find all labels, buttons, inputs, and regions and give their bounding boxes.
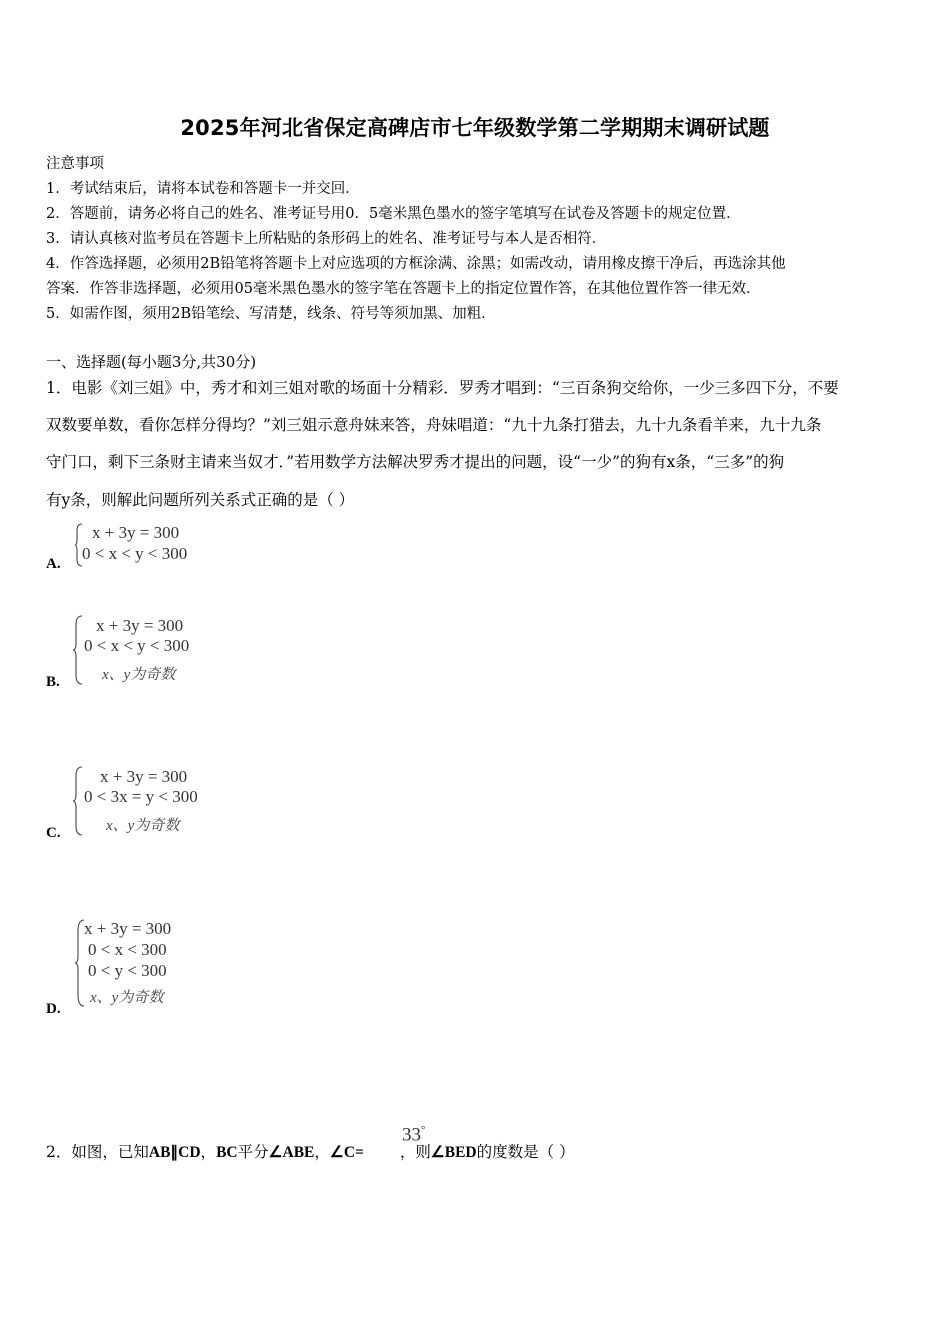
q1-line-3: 守门口，剩下三条财主请来当奴才．”若用数学方法解决罗秀才提出的问题，设“一少”的狗有x条，“三多”的狗	[46, 453, 785, 471]
q2-angle-c: ∠C=	[329, 1144, 364, 1161]
q2-bisects: 平分	[237, 1143, 269, 1161]
q2-angle-value: 33°	[402, 1124, 426, 1146]
q2-sep-2: ，	[314, 1143, 330, 1161]
q2-bc: BC	[216, 1144, 238, 1161]
option-a-label[interactable]: A.	[46, 556, 61, 572]
option-d-label[interactable]: D.	[46, 1001, 61, 1017]
notice-item-4-continued: 答案．作答非选择题，必须用05毫米黑色墨水的签字笔在答题卡上的指定位置作答，在其他位置作答一律无效．	[46, 281, 761, 297]
option-a-row-1: x + 3y = 300	[92, 523, 180, 542]
q1-line-1: 1．电影《刘三姐》中，秀才和刘三姐对歌的场面十分精彩．罗秀才唱到：“三百条狗交给你，一少三多四下分，不要	[46, 379, 839, 397]
left-brace-icon	[72, 766, 84, 836]
q2-prefix: 2．如图，已知	[46, 1143, 149, 1161]
option-b-row-1: x + 3y = 300	[96, 616, 184, 635]
notice-item-5: 5．如需作图，须用2B铅笔绘、写清楚，线条、符号等须加黑、加粗．	[46, 306, 496, 322]
q2-then: ，则	[399, 1143, 431, 1161]
degree-symbol: °	[421, 1124, 426, 1136]
notice-item-3: 3．请认真核对监考员在答题卡上所粘贴的条形码上的姓名、准考证号与本人是否相符．	[46, 231, 607, 247]
option-b-row-2: 0 < x < y < 300	[84, 636, 190, 655]
section-heading-choice: 一、选择题(每小题3分,共30分)	[46, 353, 257, 371]
option-c-label[interactable]: C.	[46, 825, 61, 841]
left-brace-icon	[72, 615, 84, 685]
option-b-system	[72, 615, 242, 687]
option-c-row-2: 0 < 3x = y < 300	[84, 787, 198, 806]
q1-line-2: 双数要单数，看你怎样分得均？”刘三姐示意舟妹来答，舟妹唱道：“九十九条打猎去，九十九条看羊来，九十九条	[46, 416, 822, 434]
notice-heading: 注意事项	[46, 156, 104, 172]
option-b-label[interactable]: B.	[46, 674, 60, 690]
q2-angle-bed: ∠BED	[430, 1144, 477, 1161]
q2-suffix: 的度数是（ ）	[476, 1143, 575, 1161]
option-a-row-2: 0 < x < y < 300	[82, 544, 188, 563]
option-d-row-2: 0 < x < 300	[88, 940, 167, 959]
option-d-row-4: x、y为奇数	[90, 990, 164, 1006]
q2-ab-parallel-cd: AB∥CD	[148, 1144, 201, 1161]
option-c-row-1: x + 3y = 300	[100, 767, 188, 786]
option-d-row-3: 0 < y < 300	[88, 961, 167, 980]
option-b-row-3: x、y为奇数	[102, 667, 176, 683]
notice-item-4: 4．作答选择题，必须用2B铅笔将答题卡上对应选项的方框涂满、涂黑；如需改动，请用橡皮擦干净后，再选涂其他	[46, 256, 786, 272]
option-c-row-3: x、y为奇数	[106, 818, 180, 834]
option-c-system	[72, 766, 252, 838]
q1-line-4: 有y条，则解此问题所列关系式正确的是（ ）	[46, 491, 355, 509]
q2-angle-abe: ∠ABE	[268, 1144, 315, 1161]
option-d-system	[74, 919, 244, 1009]
q2-sep-1: ，	[200, 1143, 217, 1161]
q2-text	[46, 1140, 575, 1162]
page-title: 2025年河北省保定高碑店市七年级数学第二学期期末调研试题	[180, 116, 770, 140]
option-d-row-1: x + 3y = 300	[84, 919, 172, 938]
notice-item-1: 1．考试结束后，请将本试卷和答题卡一并交回．	[46, 181, 360, 197]
notice-item-2: 2．答题前，请务必将自己的姓名、准考证号用0．5毫米黑色墨水的签字笔填写在试卷及答题卡的规定位置．	[46, 206, 741, 222]
option-a-system	[74, 523, 234, 569]
